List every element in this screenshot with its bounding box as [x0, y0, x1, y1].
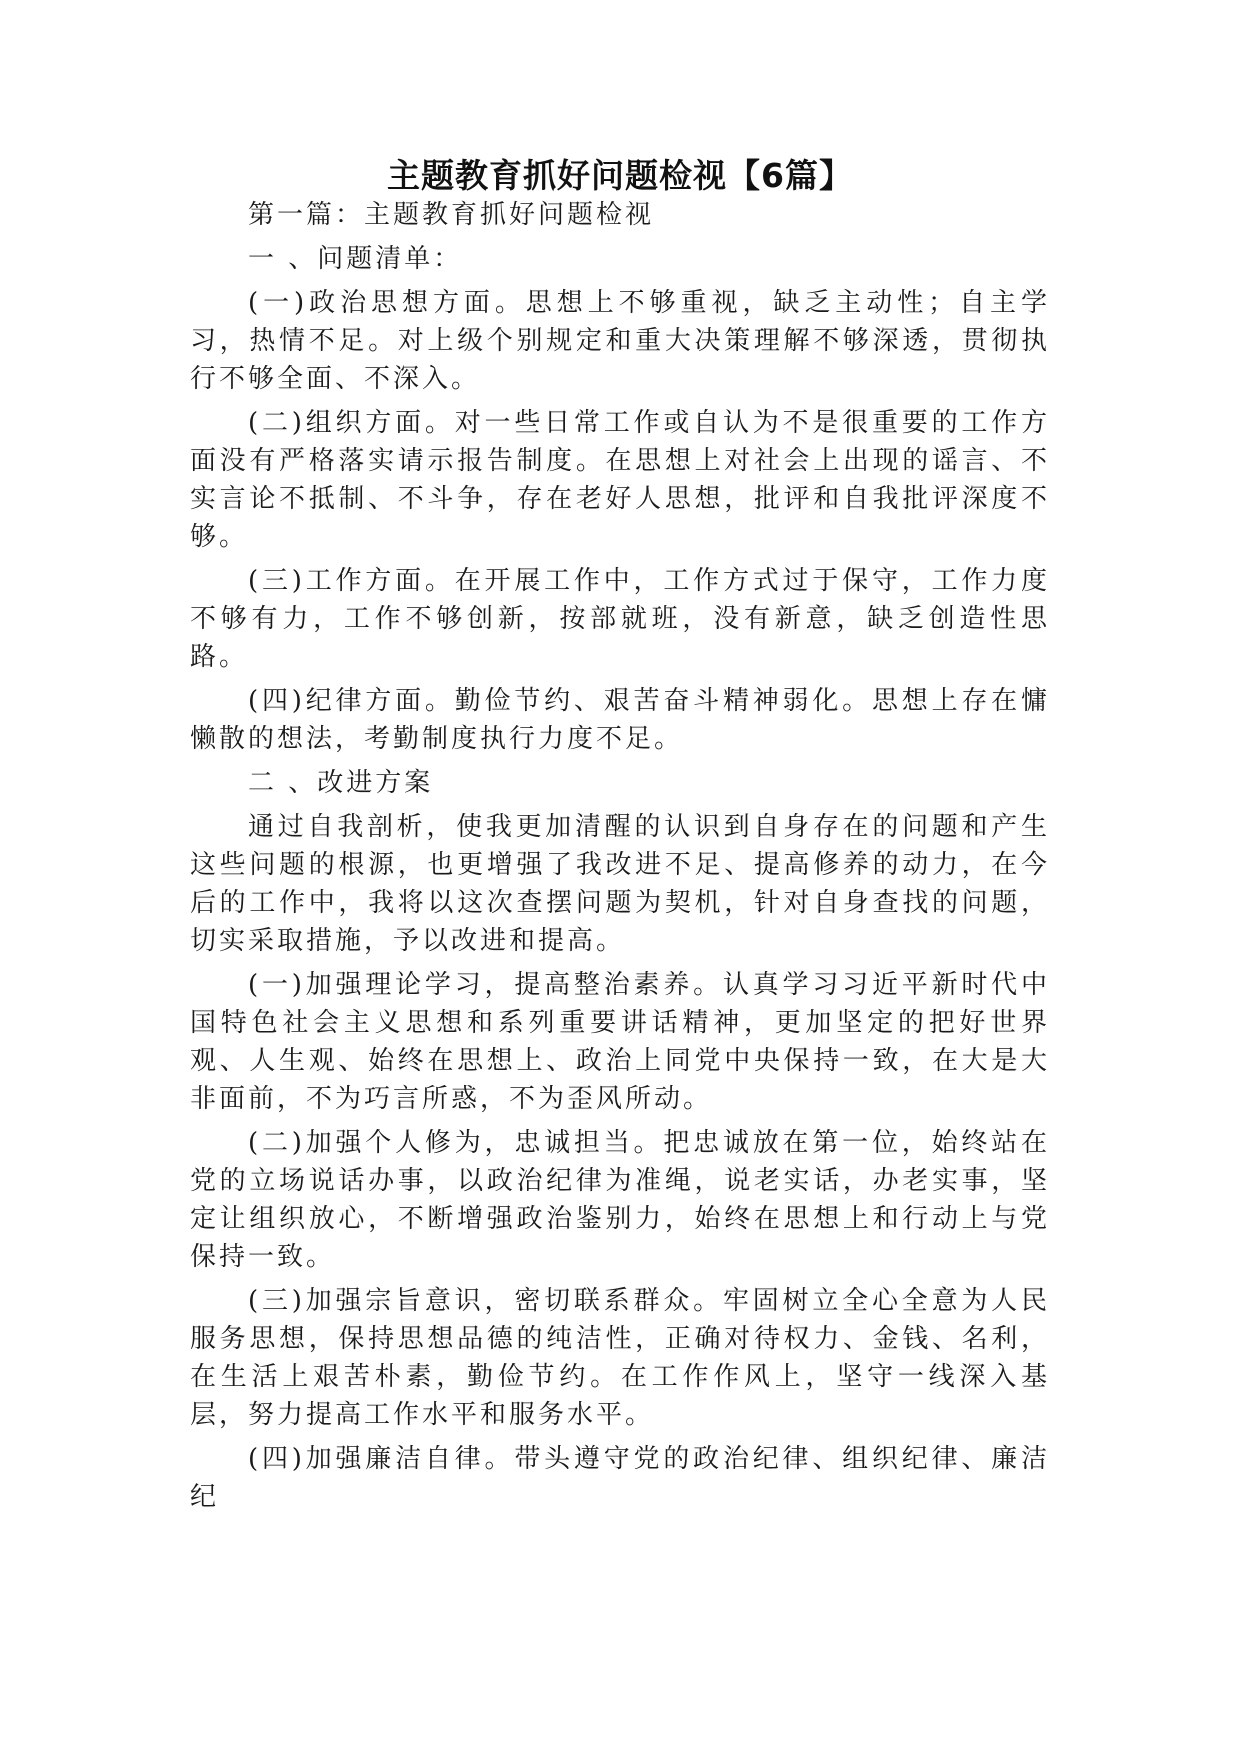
- paragraph-discipline: (四)纪律方面。勤俭节约、艰苦奋斗精神弱化。思想上存在慵懒散的想法，考勤制度执行力度不足。: [190, 686, 1050, 754]
- paragraph-work: (三)工作方面。在开展工作中，工作方式过于保守，工作力度不够有力，工作不够创新，按部就班，没有新意，缺乏创造性思路。: [190, 566, 1050, 672]
- paragraph-personal-cultivation: (二)加强个人修为，忠诚担当。把忠诚放在第一位，始终站在党的立场说话办事，以政治纪律为准绳，说老实话，办老实事，坚定让组织放心，不断增强政治鉴别力，始终在思想上和行动上与党保持一致。: [190, 1128, 1050, 1272]
- paragraph-integrity: (四)加强廉洁自律。带头遵守党的政治纪律、组织纪律、廉洁纪: [190, 1444, 1050, 1512]
- section-title: 第一篇：主题教育抓好问题检视: [248, 200, 655, 230]
- problem-list-heading: 一 、问题清单：: [248, 244, 463, 274]
- improvement-plan-heading: 二 、改进方案: [248, 768, 434, 798]
- document-title: 主题教育抓好问题检视【6篇】: [387, 156, 853, 195]
- document-body: [190, 196, 1050, 1522]
- paragraph-organization: (二)组织方面。对一些日常工作或自认为不是很重要的工作方面没有严格落实请示报告制度。在思想上对社会上出现的谣言、不实言论不抵制、不斗争，存在老好人思想，批评和自我批评深度不够。: [190, 408, 1050, 552]
- paragraph-purpose-awareness: (三)加强宗旨意识，密切联系群众。牢固树立全心全意为人民服务思想，保持思想品德的纯洁性，正确对待权力、金钱、名利，在生活上艰苦朴素，勤俭节约。在工作作风上，坚守一线深入基层，努力提高工作水平和服务水平。: [190, 1286, 1050, 1430]
- paragraph-political-thought: (一)政治思想方面。思想上不够重视，缺乏主动性；自主学习，热情不足。对上级个别规定和重大决策理解不够深透，贯彻执行不够全面、不深入。: [190, 288, 1050, 394]
- paragraph-self-analysis: 通过自我剖析，使我更加清醒的认识到自身存在的问题和产生这些问题的根源，也更增强了我改进不足、提高修养的动力，在今后的工作中，我将以这次查摆问题为契机，针对自身查找的问题，切实采取措施，予以改进和提高。: [190, 812, 1050, 956]
- paragraph-theory-study: (一)加强理论学习，提高整治素养。认真学习习近平新时代中国特色社会主义思想和系列重要讲话精神，更加坚定的把好世界观、人生观、始终在思想上、政治上同党中央保持一致，在大是大非面前，不为巧言所惑，不为歪风所动。: [190, 970, 1050, 1114]
